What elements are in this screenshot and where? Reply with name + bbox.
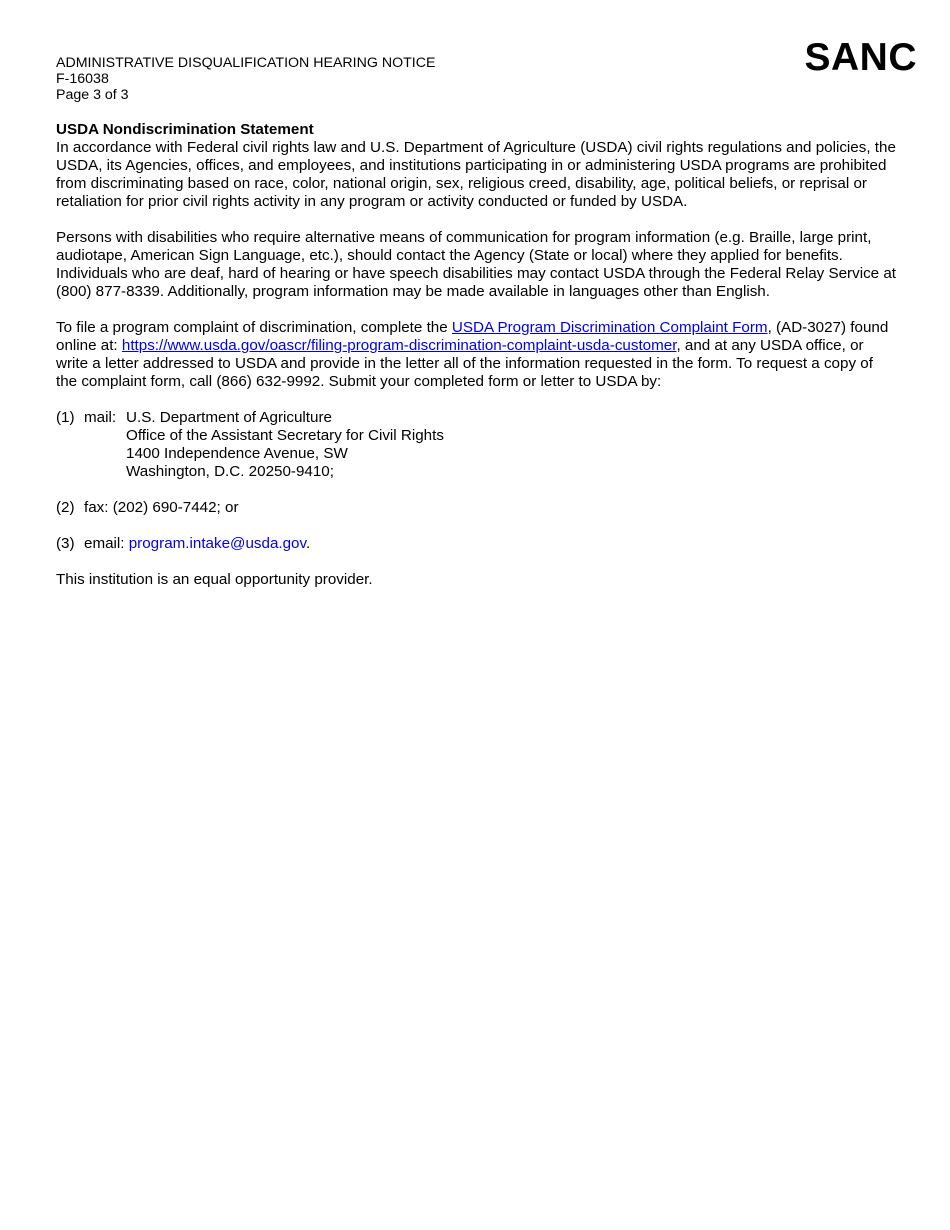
complaint-url-link[interactable]: https://www.usda.gov/oascr/filing-program-discrimination-complaint-usda-customer <box>121 337 677 354</box>
complaint-form-link[interactable]: USDA Program Discrimination Complaint Form <box>451 319 768 336</box>
email-link[interactable]: program.intake@usda.gov <box>128 535 306 552</box>
document-title: ADMINISTRATIVE DISQUALIFICATION HEARING NOTICE <box>56 55 436 71</box>
list-item-email <box>56 535 896 553</box>
program-badge: SANC <box>804 36 917 79</box>
list-item-mail <box>56 409 896 481</box>
complaint-text-1: To file a program complaint of discrimination, complete the <box>56 319 452 336</box>
email-label: email: <box>84 535 129 552</box>
mail-address <box>126 409 444 481</box>
list-number: (1) <box>56 409 75 426</box>
list-number: (3) <box>56 535 75 552</box>
email-end: . <box>305 535 311 552</box>
list-item-fax <box>56 499 896 517</box>
email-line <box>84 535 310 553</box>
document-page <box>56 55 896 589</box>
mail-label: mail: <box>84 409 117 426</box>
fax-text: fax: (202) 690-7442; or <box>84 499 239 516</box>
closing-statement: This institution is an equal opportunity provider. <box>56 571 373 588</box>
form-number: F-16038 <box>56 71 109 87</box>
page-indicator: Page 3 of 3 <box>56 87 129 103</box>
statement-body <box>56 121 896 589</box>
section-heading: USDA Nondiscrimination Statement <box>56 121 314 138</box>
paragraph-civil-rights: In accordance with Federal civil rights law and U.S. Department of Agriculture (USDA) civil rights regulations and policies, the USDA, its Agencies, offices, and employees, and institutions participating in or administering USDA programs are prohibited from discriminating based on race, color, national origin, sex, religious creed, disability, age, political beliefs, or reprisal or retaliation for prior civil rights activity in any program or activity conducted or funded by USDA. <box>56 139 896 210</box>
address-line: 1400 Independence Avenue, SW <box>126 445 348 462</box>
paragraph-disabilities: Persons with disabilities who require alternative means of communication for program information (e.g. Braille, large print, audiotape, American Sign Language, etc.), should contact the Agency (State or local) where they applied for benefits. Individuals who are deaf, hard of hearing or have speech disabilities may contact USDA through the Federal Relay Service at (800) 877-8339. Additionally, program information may be made available in languages other than English. <box>56 229 896 300</box>
address-line: U.S. Department of Agriculture <box>126 409 332 426</box>
address-line: Washington, D.C. 20250-9410; <box>126 463 334 480</box>
document-header <box>56 55 896 103</box>
list-number: (2) <box>56 499 75 516</box>
complaint-text-2: , (AD-3027) found online at: <box>56 319 889 354</box>
paragraph-complaint <box>56 319 896 391</box>
complaint-text-3: , and at any USDA office, or write a letter addressed to USDA and provide in the letter all of the information requested in the form. To request a copy of the complaint form, call (866) 632-9992. Submit your completed form or letter to USDA by: <box>56 337 873 390</box>
address-line: Office of the Assistant Secretary for Civil Rights <box>126 427 444 444</box>
